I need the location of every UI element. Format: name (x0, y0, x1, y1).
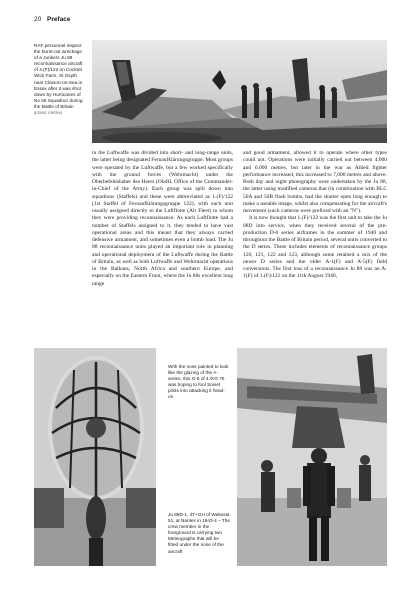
wreckage-photo (92, 40, 387, 143)
left-paragraph: in the Luftwaffe was divided into short- and long-range units, the latter being designated Fernaufklärungsgruppe. Most groups were operated by the Luftwaffe, but a few worked specifically with the ground forces (Wehrmacht) under the Oberbefehlshaber des Heers (ObdH, Office of the Commander-in-Chief of the Army). Each group was split down into squadrons (Staffels) and these were abbreviated as 1.(F)/122 (1st Staffel of Fernaufklärungsgruppe 122), with each unit usually assigned directly to the Luftflotte (Air Fleet) to whom they were providing reconnaissance. As each Luftflotte had a number of Staffels assigned to it, they tended to have vast operational areas and this meant that they always carried defensive armament, and sometimes even a bomb load. The Ju 88 reconnaissance units played an important role in planning and operational deployment of the Luftwaffe during the Battle of Britain, as well as both Luftwaffe and Wehrmacht operations in the Balkans, North Africa and southern Europe, and especially on the Eastern Front, where the Ju 88s excellent long range (92, 150, 233, 287)
middle-caption-text: With the nose painted to look like the glazing of the A-series, this G-6 of 4./KG 76 was hoping to fool Soviet pilots into attacking it head-on (168, 364, 229, 400)
middle-photo-caption (168, 364, 230, 401)
page-header (34, 16, 71, 23)
bottom-photo-caption (168, 512, 230, 555)
page-number: 20 (34, 16, 42, 23)
bottom-caption-text: Ju 88D-1, 4T+GH of Wekusta 51, at Nantes in 1943-4 – The crew member in the foreground is carrying two Meteographs that will be fitted under the nose of the aircraft (168, 512, 230, 554)
nose-photo (34, 348, 156, 566)
body-column-left (92, 150, 233, 340)
right-paragraph-1: and good armament, allowed it to operate where other types could not. Operations were initially carried out between 4,000 and 6,000 metres, but later in the war as Allied fighter performance increased, this increased to 7,000 metres and above. Both day and night photography were undertaken by the Ju 88, the latter using modified cameras that (in combination with BLC 50A and 50B flash bombs, had the shutter open long enough to make a useable image, whilst also compensating for the aircraft's movement (such cameras were prefixed with an "N"). (243, 150, 387, 214)
section-title: Preface (47, 16, 71, 23)
top-photo-caption (34, 43, 86, 116)
right-paragraph-2: It is now thought that 1.(F)/122 was the first unit to take the Ju 88D into service, when they received several of the pre-production D-0 series airframes in the summer of 1940 and throughout the Battle of Britain period, several units converted to the D series. These includes elements of reconnaissance groups 120, 121, 122 and 123, although some retained a mix of the newer D series and the older A-1(F) and A-5(F) field conversions. The first loss of a reconnaissance Ju 88 was an A-1(F) of 1.(F)/121 on the 11th August 1940, (243, 215, 387, 280)
top-caption-credit: (EDDIE CREEK) (34, 111, 63, 116)
body-column-right (243, 150, 387, 340)
top-caption-text: RAF personnel inspect the burnt-out wreckage of a Junkers Ju 88 reconnaissance aircraft of 4.(F)/122 on Cockett Wick Farm, St Osyth near Clacton-on-Sea in Essex after it was shot down by Hurricanes of No 56 Squadron during the Battle of Britain (34, 43, 83, 109)
crew-photo (237, 348, 387, 566)
